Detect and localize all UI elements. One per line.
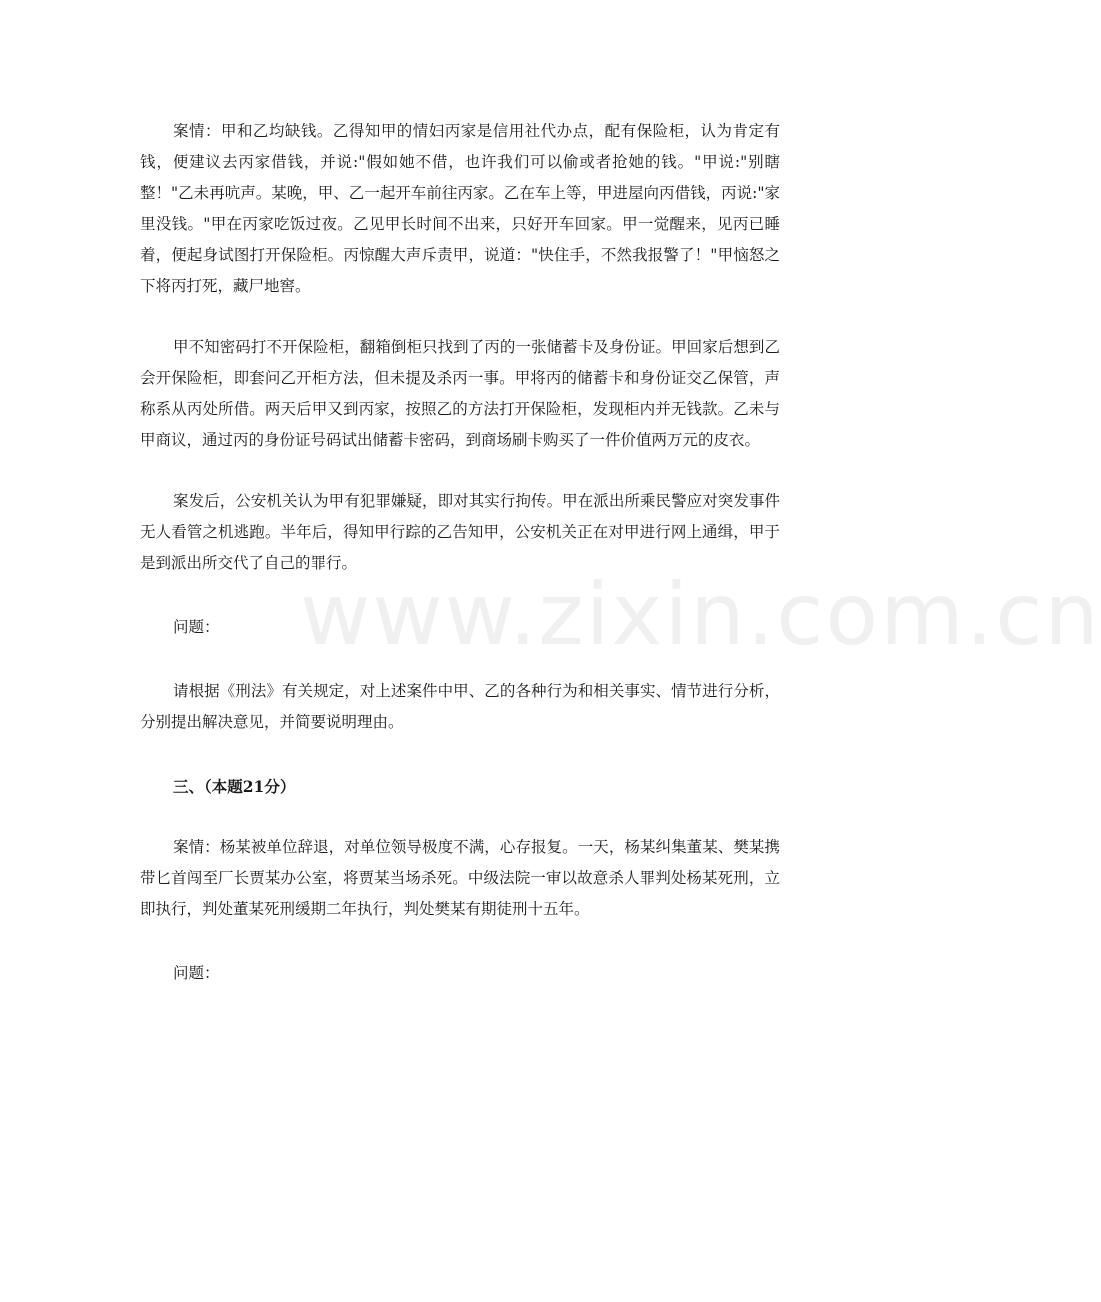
case-facts-paragraph-4: 案情：杨某被单位辞退，对单位领导极度不满，心存报复。一天，杨某纠集董某、樊某携带匕首闯至厂长贾某办公室，将贾某当场杀死。中级法院一审以故意杀人罪判处杨某死刑，立即执行，判处董某死刑缓期二年执行，判处樊某有期徒刑十五年。 <box>140 838 780 918</box>
case-facts-paragraph-2: 甲不知密码打不开保险柜，翻箱倒柜只找到了丙的一张储蓄卡及身份证。甲回家后想到乙会开保险柜，即套问乙开柜方法，但未提及杀丙一事。甲将丙的储蓄卡和身份证交乙保管，声称系从丙处所借。两天后甲又到丙家，按照乙的方法打开保险柜，发现柜内并无钱款。乙未与甲商议，通过丙的身份证号码试出储蓄卡密码，到商场刷卡购买了一件价值两万元的皮衣。 <box>140 338 780 449</box>
case-facts-paragraph-1: 案情：甲和乙均缺钱。乙得知甲的情妇丙家是信用社代办点，配有保险柜，认为肯定有钱，便建议去丙家借钱，并说:"假如她不借，也许我们可以偷或者抢她的钱。"甲说:"别瞎整！"乙未再吭声。某晚，甲、乙一起开车前往丙家。乙在车上等，甲进屋向丙借钱，丙说:"家里没钱。"甲在丙家吃饭过夜。乙见甲长时间不出来，只好开车回家。甲一觉醒来，见丙已睡着，便起身试图打开保险柜。丙惊醒大声斥责甲，说道："快住手，不然我报警了！"甲恼怒之下将丙打死，藏尸地窖。 <box>140 122 780 295</box>
case-facts-paragraph-3: 案发后，公安机关认为甲有犯罪嫌疑，即对其实行拘传。甲在派出所乘民警应对突发事件无人看管之机逃跑。半年后，得知甲行踪的乙告知甲，公安机关正在对甲进行网上通缉，甲于是到派出所交代了自己的罪行。 <box>140 492 780 572</box>
question-label-2: 问题： <box>173 964 220 982</box>
question-label-1: 问题： <box>173 618 220 636</box>
document-body <box>140 116 780 989</box>
section-heading-3: 三、（本题21分） <box>173 777 296 796</box>
question-text-1: 请根据《刑法》有关规定，对上述案件中甲、乙的各种行为和相关事实、情节进行分析，分别提出解决意见，并简要说明理由。 <box>140 682 780 731</box>
watermark: www.zixin.com.cn <box>300 565 1101 665</box>
